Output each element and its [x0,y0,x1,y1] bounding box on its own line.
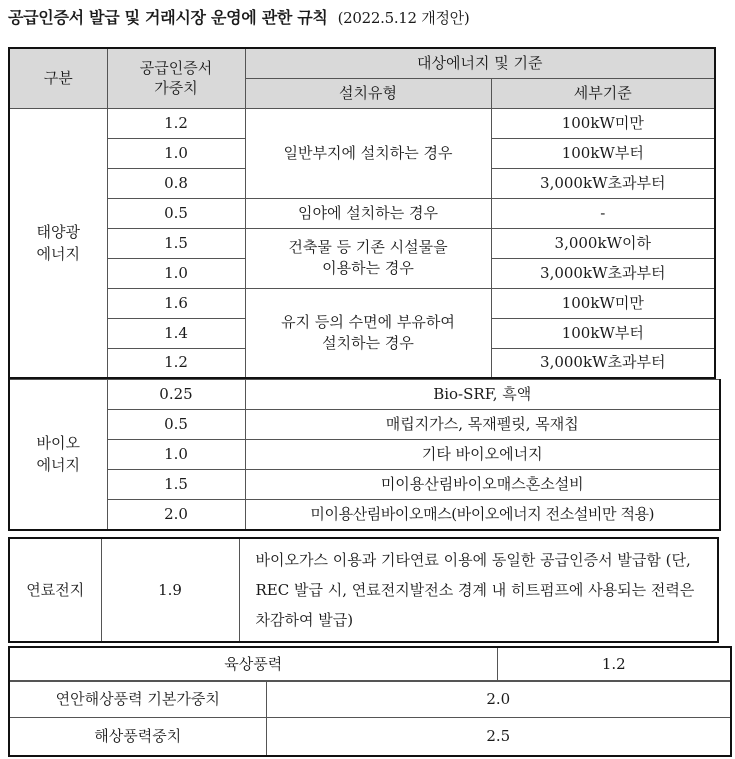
coastal-label: 연안해상풍력 기본가중치 [9,681,266,718]
bio-weight: 0.25 [107,380,245,410]
header-row-1 [9,48,715,78]
bio-row [9,470,720,500]
solar-detail: 3,000kW초과부터 [491,168,715,198]
document-title [8,4,469,32]
solar-detail: 3,000kW이하 [491,228,715,258]
bio-row [9,500,720,530]
bio-row [9,380,720,410]
header-category: 구분 [9,48,107,108]
bio-weight: 1.0 [107,440,245,470]
bio-weight: 1.5 [107,470,245,500]
solar-weight: 1.2 [107,348,245,378]
solar-install-type: 일반부지에 설치하는 경우 [245,108,491,198]
solar-row [9,108,715,138]
bio-label: 바이오 에너지 [9,380,107,530]
bio-table [8,379,721,531]
solar-weight: 1.0 [107,138,245,168]
header-install-type: 설치유형 [245,78,491,108]
bio-desc: 매립지가스, 목재펠릿, 목재칩 [245,410,720,440]
offshore-weight: 2.5 [266,718,731,756]
solar-row [9,288,715,318]
bio-desc: 미이용산림바이오매스혼소설비 [245,470,720,500]
wind-offshore-row [9,718,731,756]
coastal-weight: 2.0 [266,681,731,718]
fuel-cell-row [9,538,718,642]
onshore-label: 육상풍력 [9,647,497,681]
header-weight: 공급인증서 가중치 [107,48,245,108]
bio-row [9,410,720,440]
title-date: (2022.5.12 개정안) [337,9,470,27]
solar-row [9,198,715,228]
solar-install-type: 유지 등의 수면에 부유하여 설치하는 경우 [245,288,491,378]
onshore-weight: 1.2 [497,647,731,681]
solar-weight: 1.0 [107,258,245,288]
solar-weight: 0.5 [107,198,245,228]
wind-table [8,646,732,682]
fuel-cell-table [8,537,719,643]
bio-desc: Bio-SRF, 흑액 [245,380,720,410]
bio-desc: 기타 바이오에너지 [245,440,720,470]
solar-weight: 1.4 [107,318,245,348]
solar-detail: 100kW미만 [491,108,715,138]
solar-table [8,47,716,379]
header-target: 대상에너지 및 기준 [245,48,715,78]
fuel-cell-label: 연료전지 [9,538,101,642]
solar-label: 태양광 에너지 [9,108,107,378]
solar-weight: 0.8 [107,168,245,198]
fuel-cell-weight: 1.9 [101,538,239,642]
solar-detail: 3,000kW초과부터 [491,258,715,288]
header-detail: 세부기준 [491,78,715,108]
solar-install-type: 임야에 설치하는 경우 [245,198,491,228]
bio-weight: 2.0 [107,500,245,530]
solar-weight: 1.6 [107,288,245,318]
solar-detail: 3,000kW초과부터 [491,348,715,378]
offshore-label: 해상풍력중치 [9,718,266,756]
solar-weight: 1.5 [107,228,245,258]
fuel-cell-desc: 바이오가스 이용과 기타연료 이용에 동일한 공급인증서 발급함 (단, REC 발급 시, 연료전지발전소 경계 내 히트펌프에 사용되는 전력은 차감하여 발급) [239,538,718,642]
solar-detail: 100kW미만 [491,288,715,318]
bio-row [9,440,720,470]
solar-row [9,228,715,258]
bio-desc: 미이용산림바이오매스(바이오에너지 전소설비만 적용) [245,500,720,530]
solar-install-type: 건축물 등 기존 시설물을 이용하는 경우 [245,228,491,288]
wind-table-lower [8,680,732,757]
solar-detail: - [491,198,715,228]
wind-coastal-row [9,681,731,718]
wind-onshore-row [9,647,731,681]
solar-detail: 100kW부터 [491,318,715,348]
solar-weight: 1.2 [107,108,245,138]
bio-weight: 0.5 [107,410,245,440]
title-main: 공급인증서 발급 및 거래시장 운영에 관한 규칙 [8,8,328,27]
solar-detail: 100kW부터 [491,138,715,168]
